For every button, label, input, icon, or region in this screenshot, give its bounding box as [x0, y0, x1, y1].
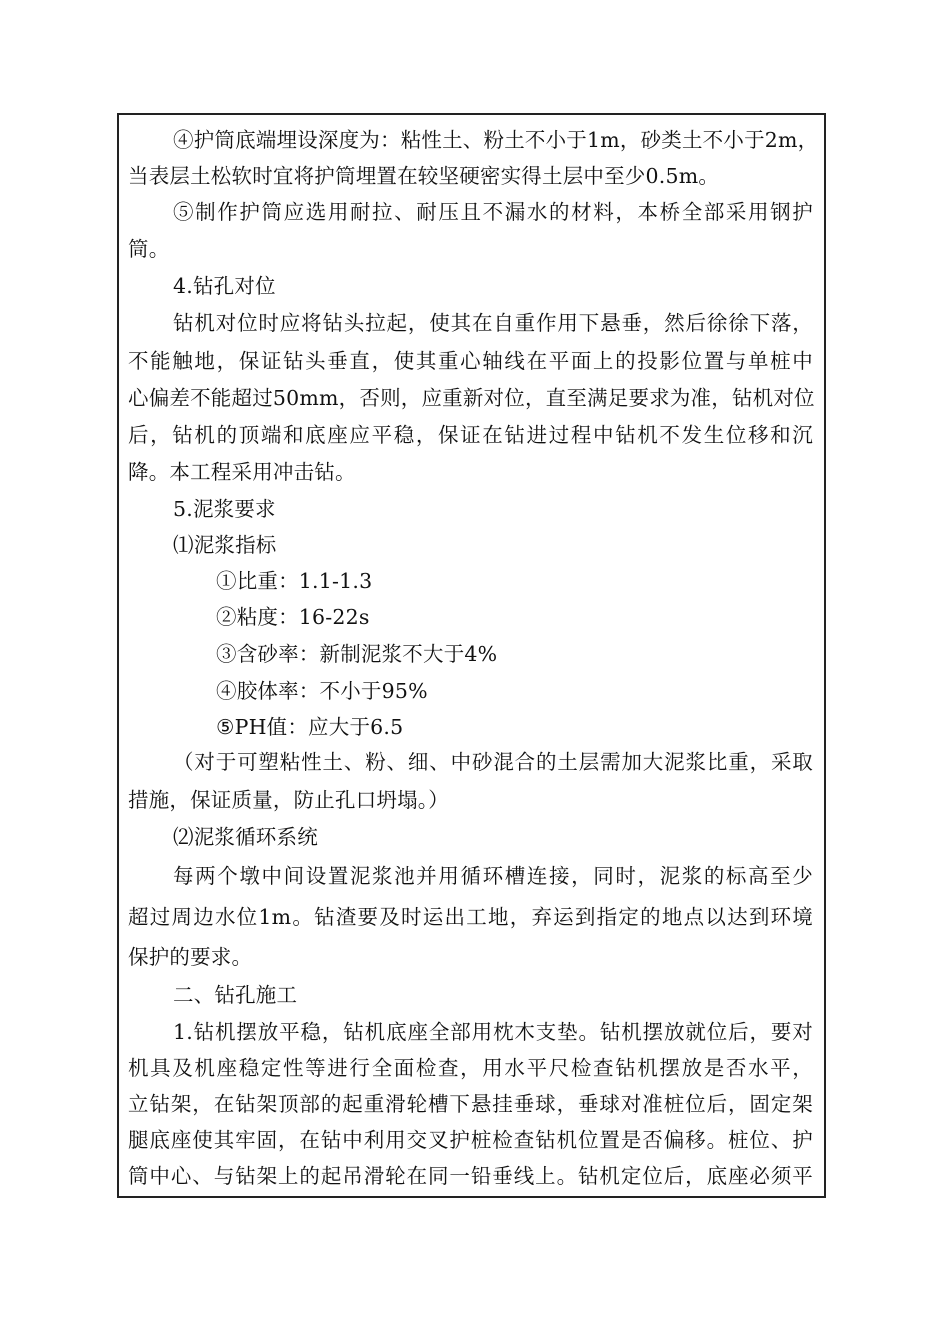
- list-item: ②粘度：16-22s: [216, 605, 370, 629]
- text-line: 后，钻机的顶端和底座应平稳，保证在钻进过程中钻机不发生位移和沉: [128, 423, 813, 447]
- text-line: 筒。: [128, 237, 170, 261]
- text-line: 钻机对位时应将钻头拉起，使其在自重作用下悬垂，然后徐徐下落，: [173, 311, 813, 335]
- text-line: 筒中心、与钻架上的起吊滑轮在同一铅垂线上。钻机定位后，底座必须平: [128, 1164, 813, 1188]
- section-heading: 5.泥浆要求: [173, 497, 276, 521]
- text-line: 每两个墩中间设置泥浆池并用循环槽连接，同时，泥浆的标高至少: [173, 864, 813, 888]
- list-item: ①比重：1.1-1.3: [216, 569, 373, 593]
- text-line: （对于可塑粘性土、粉、细、中砂混合的土层需加大泥浆比重，采取: [173, 750, 813, 774]
- text-line: 措施，保证质量，防止孔口坍塌。）: [128, 788, 449, 812]
- section-heading: 4.钻孔对位: [173, 274, 276, 298]
- text-line: ⑤制作护筒应选用耐拉、耐压且不漏水的材料，本桥全部采用钢护: [173, 200, 813, 224]
- text-line: 不能触地，保证钻头垂直，使其重心轴线在平面上的投影位置与单桩中: [128, 349, 813, 373]
- subsection-heading: ⑵泥浆循环系统: [173, 825, 318, 849]
- section-heading: 二、钻孔施工: [173, 983, 298, 1007]
- text-line: 降。本工程采用冲击钻。: [128, 460, 356, 484]
- text-line: 当表层土松软时宜将护筒埋置在较坚硬密实得土层中至少0.5m。: [128, 164, 720, 188]
- text-line: 超过周边水位1m。钻渣要及时运出工地，弃运到指定的地点以达到环境: [128, 905, 813, 929]
- text-line: ④护筒底端埋设深度为：粘性土、粉土不小于1m，砂类土不小于2m，: [173, 128, 819, 152]
- text-line: 保护的要求。: [128, 945, 253, 969]
- text-line: 立钻架，在钻架顶部的起重滑轮槽下悬挂垂球，垂球对准桩位后，固定架: [128, 1092, 813, 1116]
- text-line: 1.钻机摆放平稳，钻机底座全部用枕木支垫。钻机摆放就位后，要对: [173, 1020, 813, 1044]
- list-item: ④胶体率：不小于95%: [216, 679, 428, 703]
- list-item: ③含砂率：新制泥浆不大于4%: [216, 642, 498, 666]
- text-line: 机具及机座稳定性等进行全面检查，用水平尺检查钻机摆放是否水平，: [128, 1056, 813, 1080]
- text-line: 腿底座使其牢固，在钻中利用交叉护桩检查钻机位置是否偏移。桩位、护: [128, 1128, 813, 1152]
- subsection-heading: ⑴泥浆指标: [173, 533, 277, 557]
- bottom-rule: [117, 1196, 826, 1198]
- list-item: ⑤PH值：应大于6.5: [216, 715, 404, 739]
- text-line: 心偏差不能超过50mm，否则，应重新对位，直至满足要求为准，钻机对位: [128, 386, 815, 410]
